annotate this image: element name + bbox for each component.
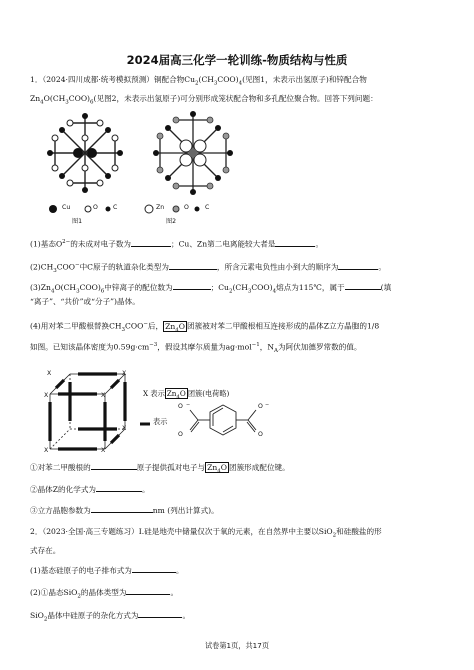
q1-part4-sub1: ①对苯二甲酸根的 原子提供孤对电子与 $Zn_4O$ 团簇形成配位键。 xyxy=(30,463,290,475)
oxygen-label: O xyxy=(178,403,183,410)
cell-x-label: X xyxy=(44,392,49,399)
cell-x-label: X xyxy=(122,425,127,432)
crystal-cell-diagram xyxy=(40,366,140,461)
legend-o: O xyxy=(93,204,98,211)
legend-zn: Zn xyxy=(156,204,165,211)
q2-intro-line1: 2．（2023·全国·高三专题练习）I.硅是地壳中储量仅次于氧的元素，在自然界中主要以SiO$_2$和硅酸盐的形 xyxy=(30,527,382,539)
answer-blank[interactable] xyxy=(275,246,315,247)
q1-part3-cont: “离子”、“共价”或“分子”)晶体。 xyxy=(30,297,140,306)
cell-legend-x: X 表示 $Zn_4O$ 团簇(电荷略) xyxy=(143,389,230,401)
page-title: 2024届高三化学一轮训练-物质结构与性质 xyxy=(126,53,348,67)
answer-blank[interactable] xyxy=(173,289,211,290)
answer-blank[interactable] xyxy=(338,269,378,270)
answer-blank[interactable] xyxy=(131,246,171,247)
cell-x-label: X xyxy=(44,447,49,454)
cell-x-label: X xyxy=(101,447,106,454)
legend-cu: Cu xyxy=(62,204,71,211)
legend-o2: O xyxy=(184,204,189,211)
cell-x-label: X xyxy=(101,392,106,399)
answer-blank[interactable] xyxy=(345,289,381,290)
oxygen-label: O xyxy=(178,431,183,438)
q2-part3: SiO$_2$晶体中硅原子的杂化方式为 。 xyxy=(30,611,191,623)
answer-blank[interactable] xyxy=(126,594,170,595)
figure2-molecule xyxy=(148,108,238,198)
answer-blank[interactable] xyxy=(91,469,137,470)
q1-part1: (1)基态$O^{2-}$的未成对电子数为 ；Cu、Zn第二电离能较大者是 。 xyxy=(30,239,324,249)
page-footer: 试卷第1页，共17页 xyxy=(204,641,270,650)
q1-part4-sub3: ③立方晶胞参数为 nm (列出计算式)。 xyxy=(30,506,219,515)
q2-intro-line2: 式存在。 xyxy=(30,546,61,555)
q2-part1: (1)基态硅原子的电子排布式为 。 xyxy=(30,566,184,575)
oxygen-charge: − xyxy=(265,402,270,408)
legend-c: C xyxy=(113,204,118,211)
q2-part2: (2)①晶态SiO$_2$的晶体类型为 。 xyxy=(30,588,179,600)
answer-blank[interactable] xyxy=(91,512,153,513)
oxygen-label: O xyxy=(258,431,263,438)
q1-part4-cont: 如图。已知该晶体密度为$0.59g\cdot cm^{-3}$，假设其摩尔质量为ag·mol$^{-1}$，$N_A$为阿伏加德罗常数的值。 xyxy=(30,342,362,355)
answer-blank[interactable] xyxy=(138,617,182,618)
legend-bar-label: 表示 xyxy=(153,417,168,426)
legend-bar-icon xyxy=(139,419,151,429)
q1-part2: $(2)CH_3COO^-$中C原子的轨道杂化类型为 ，所含元素电负性由小到大的顺序为 。 xyxy=(30,262,387,275)
cell-x-label: X xyxy=(122,370,127,377)
legend-c2: C xyxy=(205,204,210,211)
oxygen-charge: − xyxy=(186,402,191,408)
figure1-caption: 图1 xyxy=(72,218,83,225)
q1-intro-line1: 1．（2024·四川成都·统考模拟预测）铜配合物$Cu_2(CH_3COO)_4$(见图1，未表示出氢原子)和锌配合物 xyxy=(30,75,367,87)
figure2-caption: 图2 xyxy=(166,218,177,225)
figure1-molecule xyxy=(40,108,130,198)
q1-part4-sub2: ②晶体Z的化学式为 。 xyxy=(30,485,150,494)
q1-part4: (4)用对苯二甲酸根替换$CH_3COO^-$后， $Zn_4O$ 团簇被对苯二甲酸根相互连接形成的晶体Z立方晶胞的1/8 xyxy=(30,321,380,334)
answer-blank[interactable] xyxy=(169,269,217,270)
answer-blank[interactable] xyxy=(132,572,176,573)
oxygen-label: O xyxy=(258,403,263,410)
q1-intro-line2: $Zn_4O(CH_3COO)_6$(见图2，未表示出氢原子)可分别形成笼状配合物和多孔配位聚合物。回答下列问题： xyxy=(30,94,378,106)
q1-part3: $(3)Zn_4O(CH_3COO)_6$中锌离子的配位数为 ；$Cu_2(CH_3COO)_4$熔点为115℃，属于 (填 xyxy=(30,283,392,295)
answer-blank[interactable] xyxy=(96,491,142,492)
cell-x-label: X xyxy=(47,370,52,377)
